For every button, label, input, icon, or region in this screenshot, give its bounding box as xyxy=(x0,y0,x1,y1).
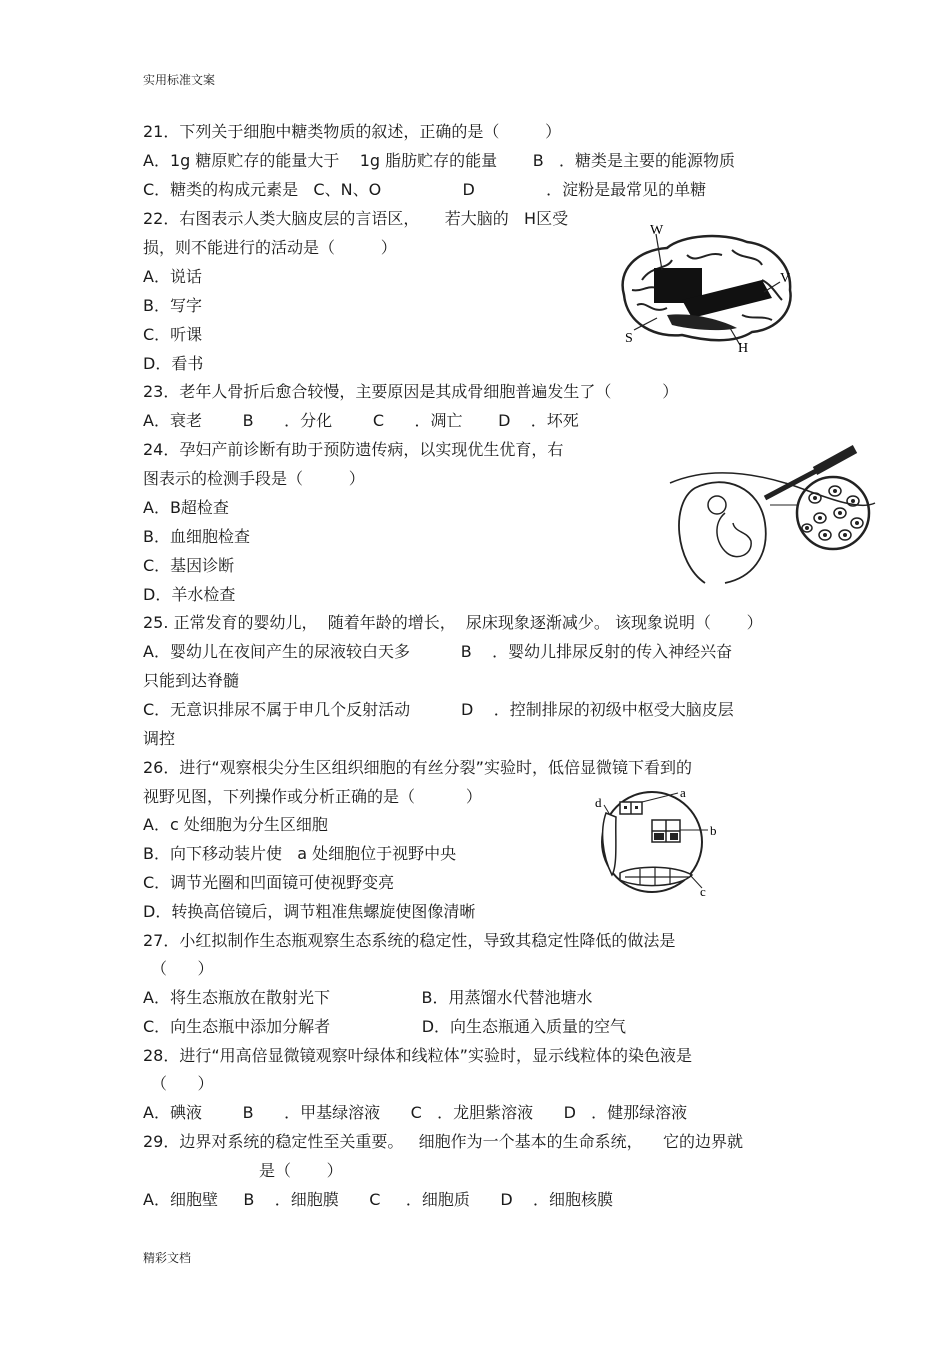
question-line: A．碘液 B ．甲基绿溶液 C ．龙胆紫溶液 D ．健那绿溶液 xyxy=(143,1103,688,1122)
question-line: B．写字 xyxy=(143,296,202,315)
question-line: A．B超检查 xyxy=(143,498,229,517)
question-line: C．基因诊断 xyxy=(143,556,235,575)
question-line: 只能到达脊髓 xyxy=(143,671,240,690)
page-footer: 精彩文档 xyxy=(143,1251,192,1265)
question-line: B．向下移动装片使 a 处细胞位于视野中央 xyxy=(143,844,457,863)
brain-language-area-figure xyxy=(612,220,802,360)
question-line: A．将生态瓶放在散射光下 B．用蒸馏水代替池塘水 xyxy=(143,988,593,1007)
question-line: C．向生态瓶中添加分解者 D．向生态瓶通入质量的空气 xyxy=(143,1017,627,1036)
question-line: 27．小红拟制作生态瓶观察生态系统的稳定性，导致其稳定性降低的做法是 xyxy=(143,931,676,950)
amniocentesis-figure xyxy=(665,443,880,588)
scope-label-d: d xyxy=(595,795,602,810)
question-line: A．婴幼儿在夜间产生的尿液较白天多 B ．婴幼儿排尿反射的传入神经兴奋 xyxy=(143,642,733,661)
question-line: C．糖类的构成元素是 C、N、O D ．淀粉是最常见的单糖 xyxy=(143,180,707,199)
question-line: 26．进行“观察根尖分生区组织细胞的有丝分裂”实验时，低倍显微镜下看到的 xyxy=(143,758,692,777)
question-line: 25. 正常发育的婴幼儿， 随着年龄的增长， 尿床现象逐渐减少。 该现象说明（ ） xyxy=(143,613,763,632)
question-line: （ ） xyxy=(151,1074,214,1093)
question-line: 调控 xyxy=(143,729,176,748)
question-line: 29．边界对系统的稳定性至关重要。 细胞作为一个基本的生命系统， 它的边界就 xyxy=(143,1132,743,1151)
question-line: A．1g 糖原贮存的能量大于 1g 脂肪贮存的能量 B ．糖类是主要的能源物质 xyxy=(143,151,735,170)
brain-label-s: S xyxy=(625,331,633,346)
microscope-field-figure xyxy=(590,785,725,900)
question-line: 视野见图，下列操作或分析正确的是（ ） xyxy=(143,787,482,806)
question-line: D．羊水检查 xyxy=(143,585,236,604)
question-line: 22．右图表示人类大脑皮层的言语区， 若大脑的 H区受 xyxy=(143,209,569,228)
brain-label-v: V xyxy=(780,271,791,286)
question-line: B．血细胞检查 xyxy=(143,527,250,546)
question-line: 21．下列关于细胞中糖类物质的叙述，正确的是（ ） xyxy=(143,122,562,141)
question-line: C．调节光圈和凹面镜可使视野变亮 xyxy=(143,873,395,892)
question-line: C．无意识排尿不属于申几个反射活动 D ．控制排尿的初级中枢受大脑皮层 xyxy=(143,700,734,719)
scope-label-b: b xyxy=(710,823,717,838)
page-header: 实用标准文案 xyxy=(143,73,216,87)
question-line: A．c 处细胞为分生区细胞 xyxy=(143,815,328,834)
question-line: （ ） xyxy=(151,959,214,978)
question-line: A．细胞壁 B ．细胞膜 C ．细胞质 D ．细胞核膜 xyxy=(143,1190,613,1209)
question-line: A．衰老 B ．分化 C ．凋亡 D ．坏死 xyxy=(143,411,579,430)
question-line: 图表示的检测手段是（ ） xyxy=(143,469,365,488)
brain-label-w: W xyxy=(650,223,664,238)
question-line: A．说话 xyxy=(143,267,202,286)
question-line: 28．进行“用高倍显微镜观察叶绿体和线粒体”实验时，显示线粒体的染色液是 xyxy=(143,1046,692,1065)
question-line: C．听课 xyxy=(143,325,203,344)
question-line: 23．老年人骨折后愈合较慢，主要原因是其成骨细胞普遍发生了（ ） xyxy=(143,382,679,401)
question-line: D．转换高倍镜后，调节粗准焦螺旋使图像清晰 xyxy=(143,902,476,921)
question-line: D．看书 xyxy=(143,354,204,373)
scope-label-c: c xyxy=(700,884,706,899)
question-line: 24．孕妇产前诊断有助于预防遗传病，以实现优生优育，右 xyxy=(143,440,564,459)
scope-label-a: a xyxy=(680,785,686,800)
question-line: 损，则不能进行的活动是（ ） xyxy=(143,238,397,257)
question-line: 是（ ） xyxy=(259,1161,343,1180)
brain-label-h: H xyxy=(738,341,749,356)
